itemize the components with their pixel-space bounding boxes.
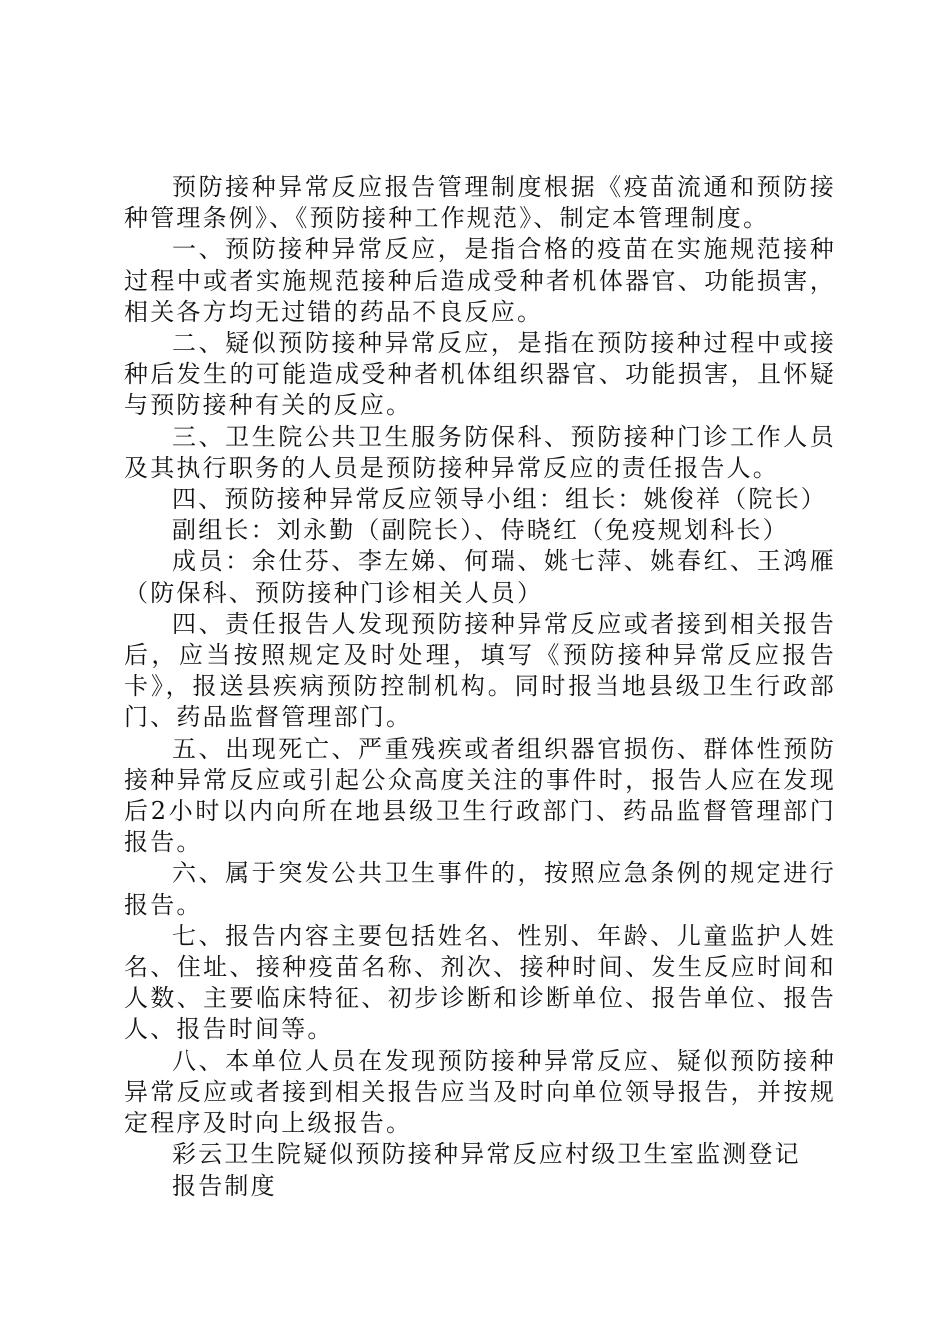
section-heading-continued: 报告制度 [172, 1171, 277, 1200]
paragraph-3: 三、卫生院公共卫生服务防保科、预防接种门诊工作人员及其执行职务的人员是预防接种异常反应的责任报告人。 [124, 422, 836, 482]
paragraph-7: 七、报告内容主要包括姓名、性别、年龄、儿童监护人姓名、住址、接种疫苗名称、剂次、接种时间、发生反应时间和人数、主要临床特征、初步诊断和诊断单位、报告单位、报告人、报告时间等。 [124, 921, 836, 1044]
paragraph-intro: 预防接种异常反应报告管理制度根据《疫苗流通和预防接种管理条例》、《预防接种工作规范》、制定本管理制度。 [124, 173, 836, 233]
paragraph-5: 五、出现死亡、严重残疾或者组织器官损伤、群体性预防接种异常反应或引起公众高度关注的事件时，报告人应在发现后2小时以内向所在地县级卫生行政部门、药品监督管理部门报告。 [124, 734, 836, 857]
paragraph-leader-group: 四、预防接种异常反应领导小组：组长：姚俊祥（院长） [172, 485, 827, 514]
paragraph-4: 四、责任报告人发现预防接种异常反应或者接到相关报告后，应当按照规定及时处理，填写《预防接种异常反应报告卡》，报送县疾病预防控制机构。同时报当地县级卫生行政部门、药品监督管理部门。 [124, 609, 836, 732]
paragraph-2: 二、疑似预防接种异常反应，是指在预防接种过程中或接种后发生的可能造成受种者机体组织器官、功能损害，且怀疑与预防接种有关的反应。 [124, 329, 836, 420]
document-body [124, 172, 836, 1202]
paragraph-deputy-leaders: 副组长：刘永勤（副院长）、侍晓红（免疫规划科长） [172, 516, 789, 545]
paragraph-6: 六、属于突发公共卫生事件的，按照应急条例的规定进行报告。 [124, 859, 836, 919]
paragraph-members: 成员：余仕芬、李左娣、何瑞、姚七萍、姚春红、王鸿雁（防保科、预防接种门诊相关人员） [124, 547, 836, 607]
paragraph-8: 八、本单位人员在发现预防接种异常反应、疑似预防接种异常反应或者接到相关报告应当及时向单位领导报告，并按规定程序及时向上级报告。 [124, 1046, 836, 1138]
paragraph-1: 一、预防接种异常反应，是指合格的疫苗在实施规范接种过程中或者实施规范接种后造成受种者机体器官、功能损害，相关各方均无过错的药品不良反应。 [124, 235, 836, 326]
section-heading: 彩云卫生院疑似预防接种异常反应村级卫生室监测登记 [172, 1140, 801, 1169]
